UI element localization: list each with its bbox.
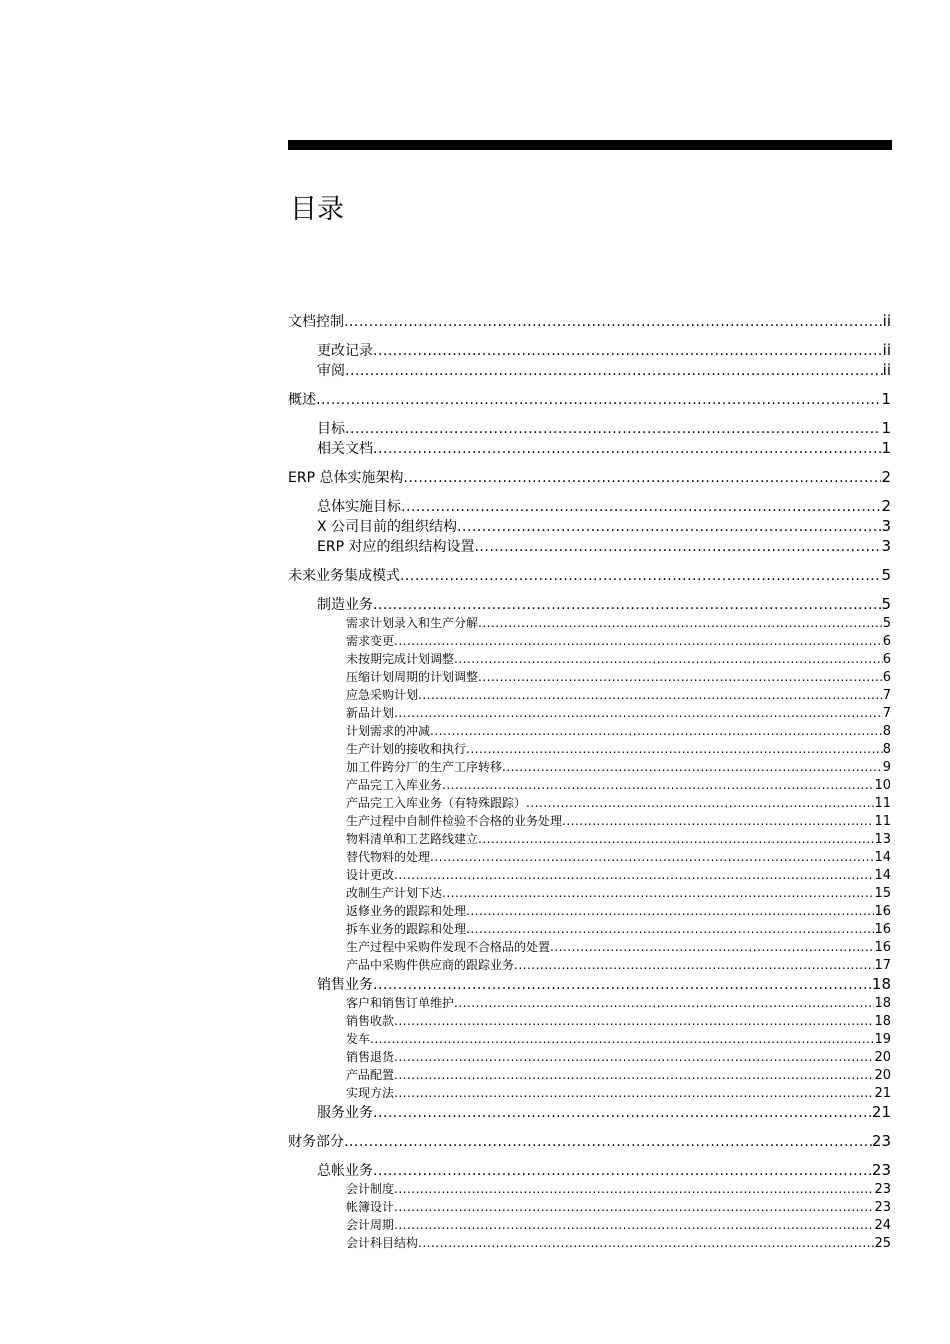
- toc-entry-page: 21: [874, 1086, 891, 1101]
- toc-leader: [373, 341, 883, 361]
- toc-entry[interactable]: [288, 594, 891, 614]
- toc-entry-label: 总帐业务: [317, 1163, 373, 1179]
- toc-entry[interactable]: [288, 956, 891, 974]
- toc-leader: [373, 1161, 872, 1181]
- toc-entry-page: ii: [882, 312, 891, 330]
- toc-leader: [466, 920, 874, 938]
- toc-entry[interactable]: [288, 516, 891, 536]
- toc-entry[interactable]: [288, 704, 891, 722]
- toc-leader: [345, 361, 883, 381]
- toc-leader: [454, 994, 874, 1012]
- toc-entry-label: 帐簿设计: [346, 1200, 395, 1214]
- toc-leader: [394, 1048, 874, 1066]
- toc-entry-page: 18: [871, 975, 891, 993]
- toc-entry-label: 设计更改: [346, 868, 395, 882]
- toc-leader: [474, 537, 881, 557]
- toc-entry-label: 文档控制: [288, 314, 344, 330]
- toc-entry[interactable]: [288, 866, 891, 884]
- toc-entry-page: 20: [874, 1068, 891, 1083]
- header-rule: [288, 140, 892, 150]
- toc-entry-label: 相关文档: [317, 441, 373, 457]
- toc-entry[interactable]: [288, 920, 891, 938]
- toc-entry-page: 6: [882, 670, 891, 685]
- toc-entry[interactable]: [288, 360, 891, 380]
- toc-entry-page: 16: [874, 922, 891, 937]
- toc-leader: [373, 975, 872, 995]
- toc-entry-label: 压缩计划周期的计划调整: [346, 670, 479, 684]
- toc-entry[interactable]: [288, 668, 891, 686]
- toc-entry-label: 返修业务的跟踪和处理: [346, 904, 467, 918]
- toc-entry-page: ii: [882, 361, 891, 379]
- toc-leader: [562, 812, 874, 830]
- toc-entry-page: 23: [874, 1200, 891, 1215]
- toc-entry-page: 5: [881, 595, 891, 613]
- toc-leader: [400, 566, 881, 586]
- toc-entry[interactable]: [288, 614, 891, 632]
- toc-leader: [457, 517, 881, 537]
- toc-entry-label: 物料清单和工艺路线建立: [346, 832, 479, 846]
- toc-entry-page: 20: [874, 1050, 891, 1065]
- table-of-contents: [288, 311, 891, 1252]
- toc-leader: [401, 497, 881, 517]
- toc-leader: [394, 1084, 874, 1102]
- toc-entry[interactable]: [288, 311, 891, 331]
- toc-entry-label: 产品配置: [346, 1068, 395, 1082]
- toc-entry-page: 1: [881, 439, 891, 457]
- toc-entry[interactable]: [288, 1160, 891, 1180]
- toc-entry-page: 1: [881, 419, 891, 437]
- toc-leader: [466, 740, 883, 758]
- toc-entry[interactable]: [288, 812, 891, 830]
- toc-entry[interactable]: [288, 776, 891, 794]
- toc-leader: [430, 848, 874, 866]
- toc-entry[interactable]: [288, 650, 891, 668]
- toc-entry-label: 服务业务: [317, 1105, 373, 1121]
- toc-entry-page: 16: [874, 904, 891, 919]
- toc-leader: [344, 1132, 872, 1152]
- toc-entry-label: X 公司目前的组织结构: [317, 519, 458, 535]
- toc-entry-page: 23: [871, 1132, 891, 1150]
- toc-leader: [394, 1012, 874, 1030]
- toc-leader: [418, 1234, 874, 1252]
- toc-entry[interactable]: [288, 438, 891, 458]
- toc-entry-page: 16: [874, 940, 891, 955]
- toc-entry-label: 概述: [288, 392, 316, 408]
- toc-entry-label: 生产计划的接收和执行: [346, 742, 467, 756]
- toc-entry-label: 计划需求的冲减: [346, 724, 431, 738]
- toc-entry[interactable]: [288, 467, 891, 487]
- toc-entry[interactable]: [288, 496, 891, 516]
- toc-entry-label: 生产过程中采购件发现不合格品的处置: [346, 940, 551, 954]
- toc-entry-page: 2: [881, 497, 891, 515]
- toc-leader: [373, 439, 881, 459]
- toc-entry-label: 替代物料的处理: [346, 850, 431, 864]
- toc-entry[interactable]: [288, 389, 891, 409]
- toc-entry-label: ERP 总体实施架构: [288, 470, 404, 486]
- toc-entry-page: 8: [882, 742, 891, 757]
- toc-entry[interactable]: [288, 1131, 891, 1151]
- toc-entry-page: 5: [882, 616, 891, 631]
- toc-entry-page: 10: [874, 778, 891, 793]
- toc-entry-label: 新品计划: [346, 706, 395, 720]
- toc-leader: [514, 956, 874, 974]
- toc-entry-page: 19: [874, 1032, 891, 1047]
- toc-entry-page: 14: [874, 868, 891, 883]
- toc-entry-page: 3: [881, 517, 891, 535]
- toc-entry-label: 产品完工入库业务（有特殊跟踪）: [346, 796, 527, 810]
- toc-entry-page: 2: [881, 468, 891, 486]
- toc-leader: [394, 1180, 874, 1198]
- toc-entry-page: 18: [874, 1014, 891, 1029]
- toc-leader: [370, 1030, 874, 1048]
- toc-entry-page: 21: [871, 1103, 891, 1121]
- toc-entry-label: ERP 对应的组织结构设置: [317, 539, 475, 555]
- toc-entry-label: 财务部分: [288, 1134, 344, 1150]
- toc-entry[interactable]: [288, 722, 891, 740]
- toc-entry-page: 14: [874, 850, 891, 865]
- toc-entry[interactable]: [288, 340, 891, 360]
- toc-entry[interactable]: [288, 740, 891, 758]
- toc-entry[interactable]: [288, 418, 891, 438]
- toc-leader: [454, 650, 883, 668]
- toc-entry[interactable]: [288, 1216, 891, 1234]
- toc-entry-label: 总体实施目标: [317, 499, 401, 515]
- toc-entry[interactable]: [288, 632, 891, 650]
- toc-entry-page: 24: [874, 1218, 891, 1233]
- toc-entry-page: 11: [874, 796, 891, 811]
- toc-entry-label: 审阅: [317, 363, 345, 379]
- toc-leader: [344, 312, 883, 332]
- toc-entry[interactable]: [288, 758, 891, 776]
- toc-entry[interactable]: [288, 848, 891, 866]
- toc-entry[interactable]: [288, 1048, 891, 1066]
- toc-entry[interactable]: [288, 830, 891, 848]
- toc-entry-label: 发车: [346, 1032, 371, 1046]
- toc-entry[interactable]: [288, 1234, 891, 1252]
- toc-entry-label: 更改记录: [317, 343, 373, 359]
- toc-leader: [442, 776, 874, 794]
- toc-leader: [316, 390, 881, 410]
- toc-entry-page: 15: [874, 886, 891, 901]
- toc-leader: [478, 614, 883, 632]
- toc-entry-label: 改制生产计划下达: [346, 886, 443, 900]
- toc-leader: [526, 794, 874, 812]
- toc-entry-label: 销售收款: [346, 1014, 395, 1028]
- toc-leader: [478, 830, 874, 848]
- toc-entry-page: 25: [874, 1236, 891, 1251]
- toc-entry-label: 实现方法: [346, 1086, 395, 1100]
- toc-entry[interactable]: [288, 565, 891, 585]
- toc-entry-label: 制造业务: [317, 597, 373, 613]
- toc-entry-page: 13: [874, 832, 891, 847]
- toc-entry-page: 11: [874, 814, 891, 829]
- toc-entry-page: ii: [882, 341, 891, 359]
- toc-entry[interactable]: [288, 1066, 891, 1084]
- toc-entry-page: 17: [874, 958, 891, 973]
- toc-entry-page: 6: [882, 634, 891, 649]
- toc-entry[interactable]: [288, 1102, 891, 1122]
- toc-entry-page: 3: [881, 537, 891, 555]
- toc-leader: [478, 668, 883, 686]
- toc-leader: [466, 902, 874, 920]
- toc-entry[interactable]: [288, 686, 891, 704]
- toc-leader: [394, 632, 883, 650]
- toc-entry[interactable]: [288, 1012, 891, 1030]
- toc-entry[interactable]: [288, 902, 891, 920]
- toc-leader: [345, 419, 881, 439]
- toc-entry-page: 23: [874, 1182, 891, 1197]
- toc-leader: [394, 704, 883, 722]
- toc-entry[interactable]: [288, 1198, 891, 1216]
- page-title: 目录: [290, 194, 344, 225]
- toc-entry-label: 应急采购计划: [346, 688, 419, 702]
- toc-entry-label: 销售退货: [346, 1050, 395, 1064]
- toc-leader: [502, 758, 883, 776]
- toc-entry-label: 会计制度: [346, 1182, 395, 1196]
- toc-entry-page: 5: [881, 566, 891, 584]
- toc-leader: [403, 468, 881, 488]
- toc-entry-label: 产品完工入库业务: [346, 778, 443, 792]
- toc-entry[interactable]: [288, 1180, 891, 1198]
- toc-entry-page: 6: [882, 652, 891, 667]
- toc-leader: [373, 595, 881, 615]
- toc-entry-page: 23: [871, 1161, 891, 1179]
- toc-entry-label: 拆车业务的跟踪和处理: [346, 922, 467, 936]
- toc-leader: [394, 1198, 874, 1216]
- toc-entry-label: 客户和销售订单维护: [346, 996, 455, 1010]
- toc-entry-label: 目标: [317, 421, 345, 437]
- toc-entry-page: 1: [881, 390, 891, 408]
- toc-entry-label: 未来业务集成模式: [288, 568, 400, 584]
- toc-entry-page: 9: [882, 760, 891, 775]
- toc-entry-label: 需求变更: [346, 634, 395, 648]
- toc-entry-label: 加工件跨分厂的生产工序转移: [346, 760, 503, 774]
- toc-entry-label: 会计周期: [346, 1218, 395, 1232]
- toc-leader: [373, 1103, 872, 1123]
- toc-entry-label: 销售业务: [317, 977, 373, 993]
- toc-entry[interactable]: [288, 1030, 891, 1048]
- toc-entry[interactable]: [288, 994, 891, 1012]
- toc-entry-page: 8: [882, 724, 891, 739]
- toc-leader: [418, 686, 883, 704]
- toc-leader: [442, 884, 874, 902]
- toc-entry-page: 7: [882, 706, 891, 721]
- toc-entry-label: 未按期完成计划调整: [346, 652, 455, 666]
- toc-entry[interactable]: [288, 794, 891, 812]
- toc-entry[interactable]: [288, 974, 891, 994]
- toc-entry-page: 18: [874, 996, 891, 1011]
- toc-entry[interactable]: [288, 938, 891, 956]
- toc-entry-label: 生产过程中自制件检验不合格的业务处理: [346, 814, 563, 828]
- toc-leader: [550, 938, 874, 956]
- toc-leader: [394, 866, 874, 884]
- toc-entry[interactable]: [288, 1084, 891, 1102]
- toc-entry-label: 会计科目结构: [346, 1236, 419, 1250]
- toc-entry[interactable]: [288, 884, 891, 902]
- toc-entry[interactable]: [288, 536, 891, 556]
- toc-entry-page: 7: [882, 688, 891, 703]
- toc-entry-label: 需求计划录入和生产分解: [346, 616, 479, 630]
- toc-entry-label: 产品中采购件供应商的跟踪业务: [346, 958, 515, 972]
- toc-leader: [430, 722, 883, 740]
- toc-leader: [394, 1066, 874, 1084]
- toc-leader: [394, 1216, 874, 1234]
